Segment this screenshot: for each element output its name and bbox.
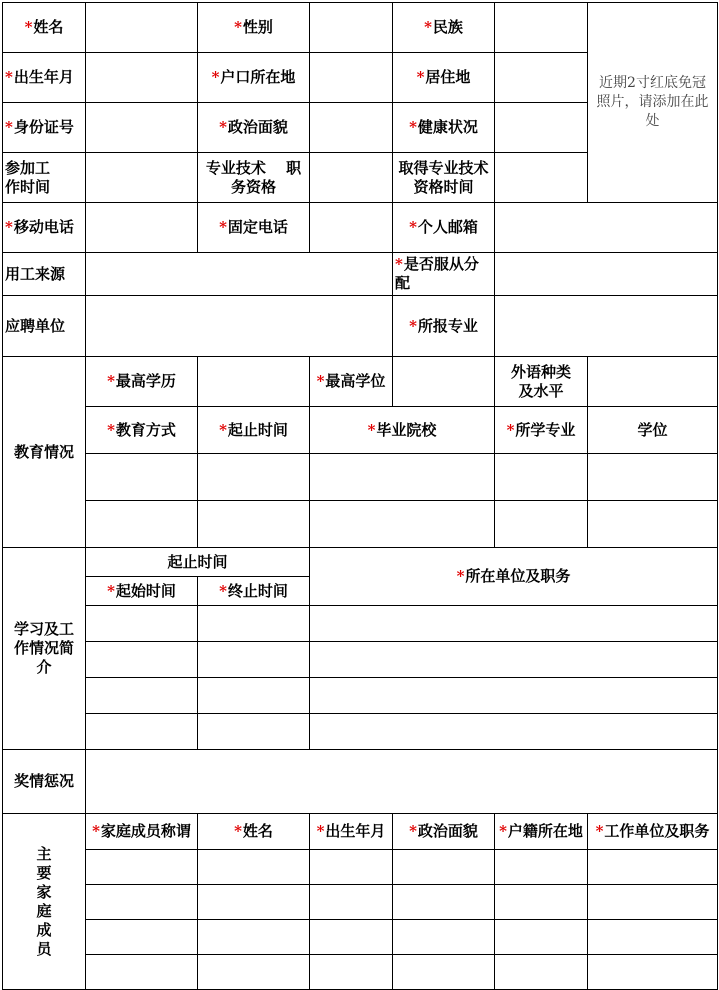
section-education: 教育情况 <box>3 357 86 548</box>
input-work-start[interactable] <box>86 153 198 203</box>
header-exp-period: 起止时间 <box>86 548 310 577</box>
label-unit: 应聘单位 <box>3 296 86 357</box>
required-mark: * <box>24 18 33 36</box>
input-residence[interactable] <box>495 53 588 103</box>
input-politics[interactable] <box>310 103 393 153</box>
edu-period-cell[interactable] <box>198 501 310 548</box>
label-source: 用工来源 <box>3 253 86 296</box>
registration-form <box>2 2 718 990</box>
family-row <box>3 955 718 990</box>
label-work-start: 参加工 作时间 <box>3 153 86 203</box>
section-experience: 学习及工 作情况简 介 <box>3 548 86 750</box>
exp-end-cell[interactable] <box>198 714 310 750</box>
input-health[interactable] <box>495 103 588 153</box>
input-gender[interactable] <box>310 3 393 53</box>
edu-degree-cell[interactable] <box>588 454 718 501</box>
label-id-number: *身份证号 <box>3 103 86 153</box>
input-unit[interactable] <box>86 296 393 357</box>
edu-degree-cell[interactable] <box>588 501 718 548</box>
family-work-cell[interactable] <box>588 850 718 885</box>
education-row <box>3 454 718 501</box>
input-title[interactable] <box>310 153 393 203</box>
input-source[interactable] <box>86 253 393 296</box>
family-name-cell[interactable] <box>198 850 310 885</box>
header-family-politics: *政治面貌 <box>393 814 495 850</box>
label-title: 专业技术 职 务资格 <box>198 153 310 203</box>
header-exp-org: *所在单位及职务 <box>310 548 718 606</box>
header-edu-mode: *教育方式 <box>86 407 198 454</box>
exp-start-cell[interactable] <box>86 642 198 678</box>
input-highest-degree[interactable] <box>393 357 495 407</box>
label-residence: *居住地 <box>393 53 495 103</box>
label-major-applied: *所报专业 <box>393 296 495 357</box>
label-hukou: *户口所在地 <box>198 53 310 103</box>
input-obey[interactable] <box>495 253 718 296</box>
input-major-applied[interactable] <box>495 296 718 357</box>
family-hukou-cell[interactable] <box>495 955 588 990</box>
header-family-birth: *出生年月 <box>310 814 393 850</box>
label-politics: *政治面貌 <box>198 103 310 153</box>
label-title-time: 取得专业技术 资格时间 <box>393 153 495 203</box>
header-exp-start: *起始时间 <box>86 577 198 606</box>
family-birth-cell[interactable] <box>310 885 393 920</box>
edu-mode-cell[interactable] <box>86 454 198 501</box>
edu-mode-cell[interactable] <box>86 501 198 548</box>
input-id-number[interactable] <box>86 103 198 153</box>
experience-row <box>3 642 718 678</box>
label-name: *姓名 <box>3 3 86 53</box>
exp-start-cell[interactable] <box>86 606 198 642</box>
family-relation-cell[interactable] <box>86 885 198 920</box>
family-relation-cell[interactable] <box>86 955 198 990</box>
input-language[interactable] <box>588 357 718 407</box>
label-highest-edu: *最高学历 <box>86 357 198 407</box>
label-gender: *性别 <box>198 3 310 53</box>
edu-period-cell[interactable] <box>198 454 310 501</box>
family-hukou-cell[interactable] <box>495 850 588 885</box>
exp-org-cell[interactable] <box>310 606 718 642</box>
experience-row <box>3 714 718 750</box>
input-ethnicity[interactable] <box>495 3 588 53</box>
edu-major-cell[interactable] <box>495 454 588 501</box>
family-work-cell[interactable] <box>588 920 718 955</box>
label-language: 外语种类 及水平 <box>495 357 588 407</box>
family-hukou-cell[interactable] <box>495 885 588 920</box>
input-landline[interactable] <box>310 203 393 253</box>
header-family-hukou: *户籍所在地 <box>495 814 588 850</box>
header-edu-school: *毕业院校 <box>310 407 495 454</box>
input-highest-edu[interactable] <box>198 357 310 407</box>
exp-org-cell[interactable] <box>310 678 718 714</box>
header-exp-end: *终止时间 <box>198 577 310 606</box>
family-politics-cell[interactable] <box>393 885 495 920</box>
exp-end-cell[interactable] <box>198 606 310 642</box>
header-family-relation: *家庭成员称谓 <box>86 814 198 850</box>
label-highest-degree: *最高学位 <box>310 357 393 407</box>
input-name[interactable] <box>86 3 198 53</box>
family-row <box>3 885 718 920</box>
photo-note: 近期2寸红底免冠照片，请添加在此处 <box>596 75 709 129</box>
exp-org-cell[interactable] <box>310 642 718 678</box>
input-title-time[interactable] <box>495 153 588 203</box>
exp-end-cell[interactable] <box>198 642 310 678</box>
family-name-cell[interactable] <box>198 885 310 920</box>
experience-row <box>3 606 718 642</box>
exp-start-cell[interactable] <box>86 678 198 714</box>
header-family-name: *姓名 <box>198 814 310 850</box>
header-edu-degree: 学位 <box>588 407 718 454</box>
family-row <box>3 850 718 885</box>
input-hukou[interactable] <box>310 53 393 103</box>
label-health: *健康状况 <box>393 103 495 153</box>
input-mobile[interactable] <box>86 203 198 253</box>
education-row <box>3 501 718 548</box>
label-mobile: *移动电话 <box>3 203 86 253</box>
exp-end-cell[interactable] <box>198 678 310 714</box>
input-awards[interactable] <box>86 750 718 814</box>
family-birth-cell[interactable] <box>310 920 393 955</box>
family-birth-cell[interactable] <box>310 955 393 990</box>
photo-area[interactable] <box>588 3 718 203</box>
label-email: *个人邮箱 <box>393 203 495 253</box>
family-row <box>3 920 718 955</box>
experience-row <box>3 678 718 714</box>
family-work-cell[interactable] <box>588 955 718 990</box>
label-obey: *是否服从分 配 <box>393 253 495 296</box>
family-relation-cell[interactable] <box>86 850 198 885</box>
header-edu-period: *起止时间 <box>198 407 310 454</box>
family-politics-cell[interactable] <box>393 955 495 990</box>
header-family-work: *工作单位及职务 <box>588 814 718 850</box>
edu-major-cell[interactable] <box>495 501 588 548</box>
label-ethnicity: *民族 <box>393 3 495 53</box>
family-name-cell[interactable] <box>198 955 310 990</box>
exp-org-cell[interactable] <box>310 714 718 750</box>
label-birth: *出生年月 <box>3 53 86 103</box>
family-birth-cell[interactable] <box>310 850 393 885</box>
family-name-cell[interactable] <box>198 920 310 955</box>
label-landline: *固定电话 <box>198 203 310 253</box>
edu-school-cell[interactable] <box>310 454 495 501</box>
section-family: 主 要 家 庭 成 员 <box>3 814 86 990</box>
header-edu-major: *所学专业 <box>495 407 588 454</box>
section-awards: 奖情惩况 <box>3 750 86 814</box>
edu-school-cell[interactable] <box>310 501 495 548</box>
family-relation-cell[interactable] <box>86 920 198 955</box>
family-politics-cell[interactable] <box>393 920 495 955</box>
input-email[interactable] <box>495 203 718 253</box>
input-birth[interactable] <box>86 53 198 103</box>
exp-start-cell[interactable] <box>86 714 198 750</box>
family-work-cell[interactable] <box>588 885 718 920</box>
family-politics-cell[interactable] <box>393 850 495 885</box>
family-hukou-cell[interactable] <box>495 920 588 955</box>
